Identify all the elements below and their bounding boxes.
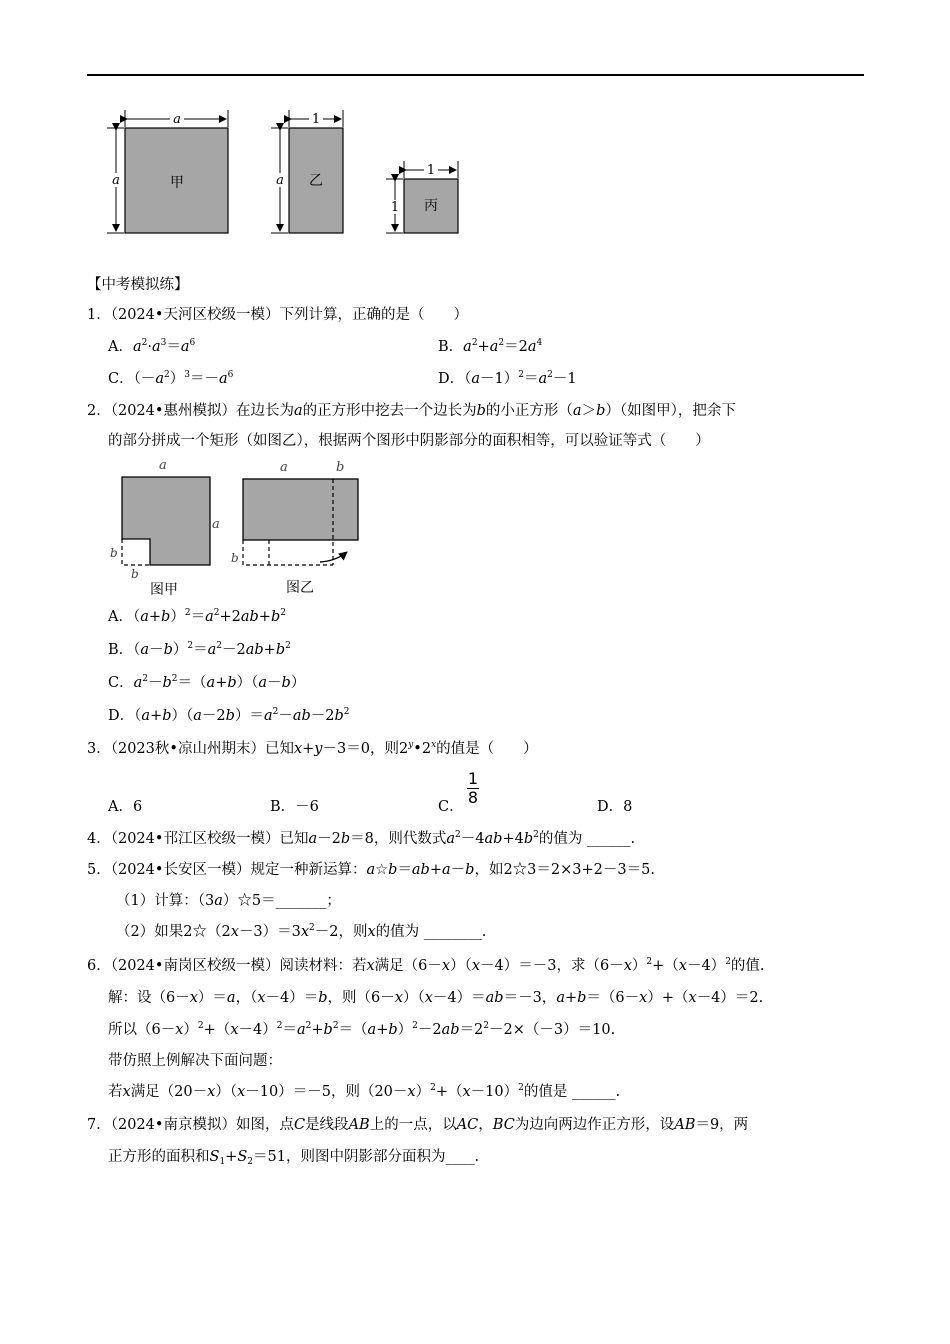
jia-top-label: a	[173, 112, 181, 127]
header-rule	[87, 74, 864, 76]
fig-jia-caption: 图甲	[150, 582, 178, 598]
q5-blank-2: ________	[423, 924, 482, 940]
q2-option-d: D．$(a+b)(a-2b)=a^2-ab-2b^2$	[108, 707, 350, 724]
fig-yi-shape	[243, 479, 358, 540]
q3-option-c: C．	[438, 799, 464, 815]
jia-side-label: a	[112, 173, 120, 188]
section-title: 【中考模拟练】	[87, 277, 189, 293]
bing-name: 丙	[424, 198, 438, 214]
svg-text:b: b	[336, 460, 345, 475]
area-figures	[100, 105, 480, 240]
bing-top-label: 1	[426, 163, 436, 178]
svg-text:b: b	[231, 551, 239, 565]
q6-solution-line2: 所以$(6-x)^2+(x-4)^2=a^2+b^2=(a+b)^2-2ab=2^2-2\times(-3)=10$.	[108, 1021, 616, 1038]
q3-option-a: A．6	[108, 799, 143, 815]
yi-top-label: 1	[311, 112, 321, 127]
q2-figures	[104, 454, 374, 602]
q4-stem: 4．（2024•邗江区校级一模）已知a－2b＝8，则代数式$a^2-4ab+4b^2$的值为 ______.	[87, 830, 636, 847]
svg-text:a: a	[159, 458, 167, 473]
q2-option-b: B．$(a-b)^2=a^2-2ab+b^2$	[108, 641, 291, 658]
q2-stem-line1: 2．（2024•惠州模拟）在边长为a的正方形中挖去一个边长为b的小正方形（a＞b）（如图甲），把余下	[87, 403, 736, 419]
q7-stem-line1: 7．（2024•南京模拟）如图，点C是线段AB上的一点，以AC，BC为边向两边作正方形，设AB＝9，两	[87, 1117, 749, 1133]
q3-stem: 3．（2023秋•凉山州期末）已知x+y－3＝0，则2$^y$•2$^x$的值是（ ）	[87, 740, 538, 757]
q5-stem: 5．（2024•长安区一模）规定一种新运算：a☆b＝ab+a－b，如2☆3＝2×3+2－3＝5.	[87, 862, 655, 878]
q6-instruction: 带仿照上例解决下面问题：	[108, 1053, 282, 1069]
jia-name: 甲	[170, 175, 184, 191]
fig-jia-shape	[122, 477, 210, 565]
svg-text:a: a	[212, 517, 220, 532]
q1-option-a: A．$a^2\cdot a^3=a^6$	[108, 338, 196, 355]
svg-text:a: a	[280, 460, 288, 475]
q6-blank: ______	[571, 1084, 616, 1100]
q2-option-a: A．$(a+b)^2=a^2+2ab+b^2$	[108, 608, 286, 625]
svg-text:b: b	[110, 546, 118, 560]
q7-stem-line2: 正方形的面积和$S_1+S_2=51$，则图中阴影部分面积为____.	[108, 1149, 480, 1167]
q5-sub2: （2）如果$2☆(2x-3)=3x^2-2$，则x的值为 ________.	[116, 923, 487, 940]
q5-blank-1: _______	[275, 893, 327, 909]
q1-option-c: C．$(-a^2)^3=-a^6$	[108, 370, 234, 387]
q2-option-c: C．$a^2-b^2=(a+b)(a-b)$	[108, 674, 306, 691]
svg-text:b: b	[131, 567, 139, 581]
q2-stem-line2: 的部分拼成一个矩形（如图乙），根据两个图形中阴影部分的面积相等，可以验证等式（ ）	[108, 433, 710, 449]
q3-option-d: D．8	[597, 799, 633, 815]
q5-sub1: （1）计算：（3a）☆5＝_______；	[116, 893, 341, 909]
q4-blank: ______	[586, 831, 631, 847]
yi-name: 乙	[309, 173, 323, 189]
fig-yi-caption: 图乙	[286, 580, 314, 596]
q3-option-b: B．－6	[270, 799, 319, 815]
bing-side-label: 1	[390, 200, 400, 215]
q6-solution-line1: 解：设（6－x）＝a，（x－4）＝b，则（6－x）（x－4）＝ab＝－3，a+b＝（6－x）+（x－4）＝2.	[108, 990, 764, 1006]
q1-option-d: D．$(a-1)^2=a^2-1$	[438, 370, 577, 387]
q3-fraction: 1 8	[467, 769, 479, 807]
q6-stem: 6．（2024•南岗区校级一模）阅读材料：若x满足（6－x）（x－4）＝－3，求$(6-x)^2+(x-4)^2$的值.	[87, 957, 765, 974]
q6-question: 若x满足（20－x）（x－10）＝－5，则$(20-x)^2+(x-10)^2$的值是 ______.	[108, 1083, 621, 1100]
q7-blank: ____	[445, 1149, 475, 1165]
yi-side-label: a	[276, 173, 284, 188]
q1-stem: 1．（2024•天河区校级一模）下列计算，正确的是（ ）	[87, 307, 468, 323]
q1-option-b: B．$a^2+a^2=2a^4$	[438, 338, 543, 355]
